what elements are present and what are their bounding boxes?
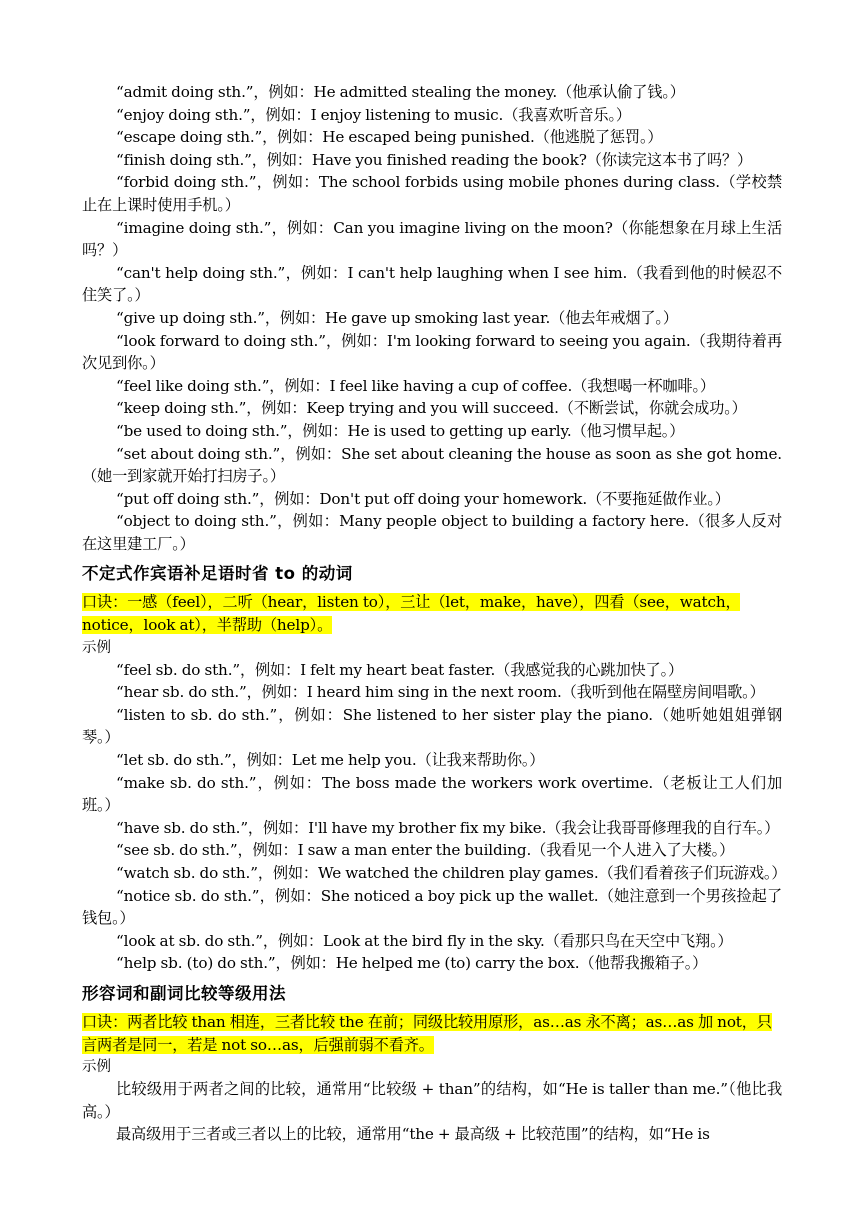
example-have-sb: “have sb. do sth.”，例如：I'll have my brother fix my bike.（我会让我哥哥修理我的自行车。） <box>116 818 780 837</box>
example-object-to: “object to doing sth.”，例如：Many people object to building a factory here.（很多人反对在这里建工厂。） <box>82 512 782 553</box>
document-content <box>82 81 787 1146</box>
example-put-off: “put off doing sth.”，例如：Don't put off doing your homework.（不要拖延做作业。） <box>116 489 730 508</box>
example-notice-sb: “notice sb. do sth.”，例如：She noticed a boy pick up the wallet.（她注意到一个男孩捡起了钱包。） <box>82 886 782 928</box>
example-watch-sb: “watch sb. do sth.”，例如：We watched the children play games.（我们看着孩子们玩游戏。） <box>116 864 787 882</box>
example-feel-like: “feel like doing sth.”，例如：I feel like having a cup of coffee.（我想喝一杯咖啡。） <box>116 376 715 395</box>
example-feel-sb: “feel sb. do sth.”，例如：I felt my heart beat faster.（我感觉我的心跳加快了。） <box>116 660 684 679</box>
mnemonic-text: 口诀：一感（feel），二听（hear，listen to），三让（let，make，have），四看（see，watch，notice，look at），半帮助（help）。 <box>82 593 741 635</box>
example-make-sb: “make sb. do sth.”，例如：The boss made the workers work overtime.（老板让工人们加班。） <box>82 773 782 815</box>
example-keep: “keep doing sth.”，例如：Keep trying and you will succeed.（不断尝试，你就会成功。） <box>116 399 747 418</box>
example-listen-to-sb: “listen to sb. do sth.”，例如：She listened to her sister play the piano.（她听她姐姐弹钢琴。） <box>82 705 782 747</box>
mnemonic-comparison <box>82 1011 782 1056</box>
example-let-sb: “let sb. do sth.”，例如：Let me help you.（让我来帮助你。） <box>116 751 545 770</box>
paragraph-comparative: 比较级用于两者之间的比较，通常用“比较级 + than”的结构，如“He is taller than me.”（他比我高。） <box>82 1080 782 1121</box>
example-imagine: “imagine doing sth.”，例如：Can you imagine living on the moon?（你能想象在月球上生活吗？） <box>82 218 782 260</box>
example-see-sb: “see sb. do sth.”，例如：I saw a man enter the building.（我看见一个人进入了大楼。） <box>116 841 735 860</box>
example-finish: “finish doing sth.”，例如：Have you finished reading the book?（你读完这本书了吗？） <box>116 150 753 169</box>
example-look-forward: “look forward to doing sth.”，例如：I'm looking forward to seeing you again.（我期待着再次见到你。） <box>82 331 782 373</box>
example-give-up: “give up doing sth.”，例如：He gave up smoking last year.（他去年戒烟了。） <box>116 308 678 327</box>
example-be-used-to: “be used to doing sth.”，例如：He is used to getting up early.（他习惯早起。） <box>116 421 685 440</box>
section-heading-comparison: 形容词和副词比较等级用法 <box>82 983 286 1003</box>
example-escape: “escape doing sth.”，例如：He escaped being punished.（他逃脱了惩罚。） <box>116 128 663 147</box>
example-cant-help: “can't help doing sth.”，例如：I can't help laughing when I see him.（我看到他的时候忍不住笑了。） <box>82 263 782 305</box>
example-look-at-sb: “look at sb. do sth.”，例如：Look at the bird fly in the sky.（看那只鸟在天空中飞翔。） <box>116 931 733 950</box>
section-heading-bare-infinitive: 不定式作宾语补足语时省 to 的动词 <box>82 564 353 584</box>
example-set-about: “set about doing sth.”，例如：She set about cleaning the house as soon as she got home.（她一到家就开始打扫房子。） <box>82 444 782 486</box>
example-label: 示例 <box>82 639 111 656</box>
example-hear-sb: “hear sb. do sth.”，例如：I heard him sing in the next room.（我听到他在隔壁房间唱歌。） <box>116 683 765 702</box>
example-label: 示例 <box>82 1059 111 1076</box>
example-help-sb: “help sb. (to) do sth.”，例如：He helped me (to) carry the box.（他帮我搬箱子。） <box>116 954 708 973</box>
paragraph-superlative: 最高级用于三者或三者以上的比较，通常用“the + 最高级 + 比较范围”的结构，如“He is <box>116 1125 710 1144</box>
mnemonic-bare-infinitive <box>82 591 782 636</box>
example-forbid: “forbid doing sth.”，例如：The school forbids using mobile phones during class.（学校禁止在上课时使用手机。） <box>82 173 782 214</box>
mnemonic-text: 口诀：两者比较 than 相连，三者比较 the 在前；同级比较用原形，as…as 永不离；as…as 加 not，只言两者是同一，若是 not so…as，后强前弱不看齐。 <box>82 1012 772 1054</box>
example-enjoy: “enjoy doing sth.”，例如：I enjoy listening to music.（我喜欢听音乐。） <box>116 105 631 124</box>
example-admit: “admit doing sth.”，例如：He admitted stealing the money.（他承认偷了钱。） <box>116 83 685 101</box>
